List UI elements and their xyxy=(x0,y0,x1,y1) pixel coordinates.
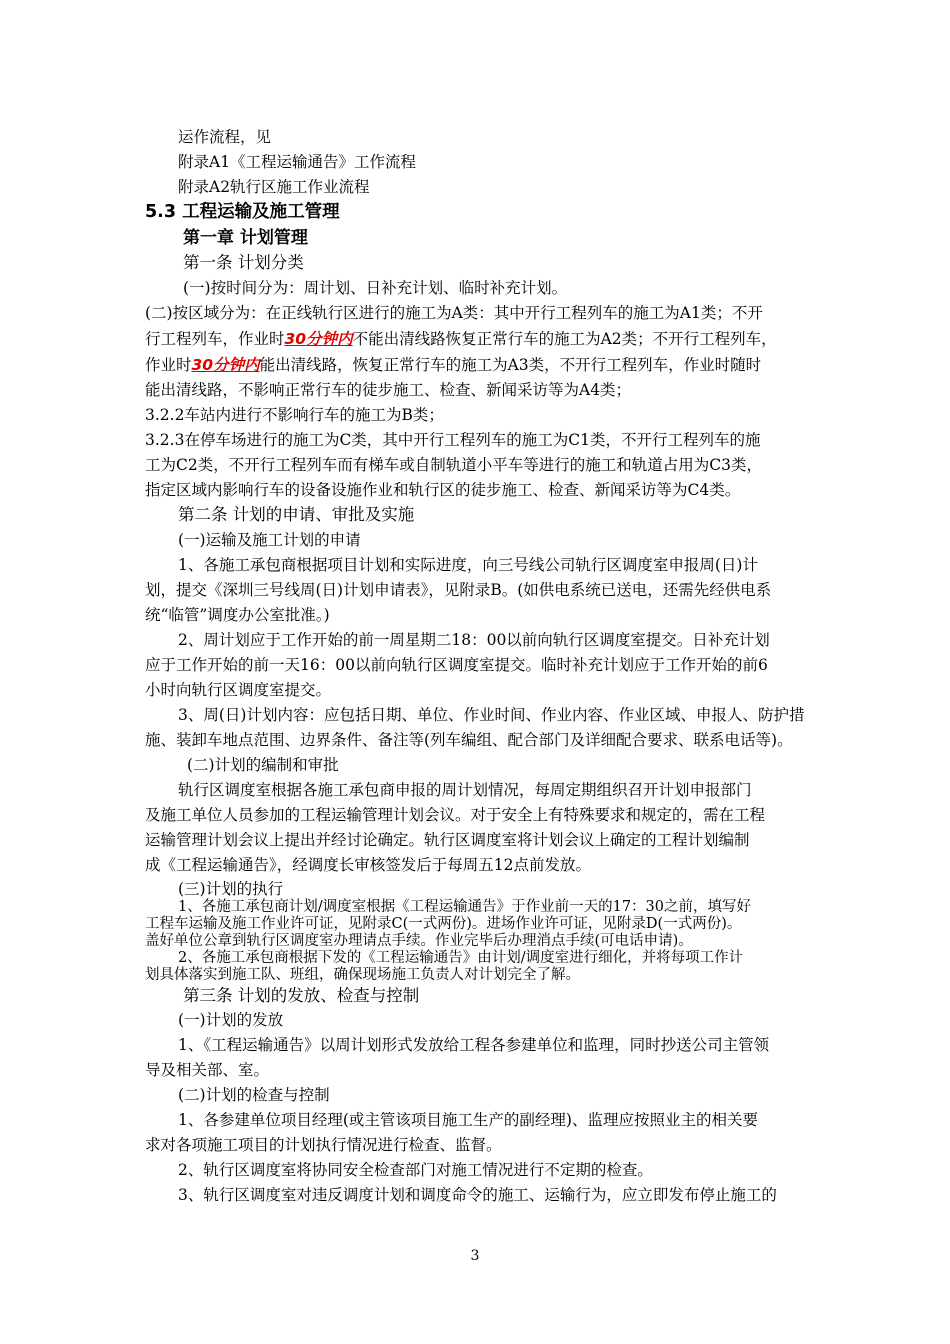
text-line: 附录A1《工程运输通告》工作流程 xyxy=(178,153,417,171)
text-line: 小时向轨行区调度室提交。 xyxy=(145,681,332,699)
section-heading: 5.3 工程运输及施工管理 xyxy=(145,202,340,222)
chapter-heading: 第一章 计划管理 xyxy=(183,228,308,248)
text-line: 2、轨行区调度室将协同安全检查部门对施工情况进行不定期的检查。 xyxy=(178,1161,653,1179)
text-line: 2、周计划应于工作开始的前一周星期二18：00以前向轨行区调度室提交。日补充计划 xyxy=(178,631,770,649)
text-line: 指定区域内影响行车的设备设施作业和轨行区的徒步施工、检查、新闻采访等为C4类。 xyxy=(145,481,741,499)
text-line: 及施工单位人员参加的工程运输管理计划会议。对于安全上有特殊要求和规定的，需在工程 xyxy=(145,806,766,824)
text-line: 1、各参建单位项目经理(或主管该项目施工生产的副经理)、监理应按照业主的相关要 xyxy=(178,1111,758,1129)
emphasis-highlight: 30分钟内 xyxy=(191,356,260,374)
text-line: 1、各施工承包商计划/调度室根据《工程运输通告》于作业前一天的17：30之前，填写好 xyxy=(178,899,752,915)
text-line: (二)计划的检查与控制 xyxy=(178,1086,330,1104)
text-line: 运作流程，见 xyxy=(178,128,272,146)
text-line: 1、各施工承包商根据项目计划和实际进度，向三号线公司轨行区调度室申报周(日)计 xyxy=(178,556,758,574)
text-line: (一)运输及施工计划的申请 xyxy=(178,531,361,549)
page-number: 3 xyxy=(470,1248,480,1264)
text-line: 1、《工程运输通告》以周计划形式发放给工程各参建单位和监理，同时抄送公司主管领 xyxy=(178,1036,770,1054)
text-line: 划，提交《深圳三号线周(日)计划申请表》，见附录B。(如供电系统已送电，还需先经供电系 xyxy=(145,581,772,599)
text-line: (一)计划的发放 xyxy=(178,1011,284,1029)
article-heading: 第二条 计划的申请、审批及实施 xyxy=(178,505,415,524)
emphasis-highlight: 30分钟内 xyxy=(284,330,353,348)
text-line: 盖好单位公章到轨行区调度室办理请点手续。作业完毕后办理消点手续(可电话申请)。 xyxy=(145,933,693,949)
text-line: 应于工作开始的前一天16：00以前向轨行区调度室提交。临时补充计划应于工作开始的前6 xyxy=(145,656,768,674)
text-line: 2、各施工承包商根据下发的《工程运输通告》由计划/调度室进行细化，并将每项工作计 xyxy=(178,950,744,966)
text-line: 作业时30分钟内能出清线路，恢复正常行车的施工为A3类，不开行工程列车，作业时随时 xyxy=(145,356,762,374)
text-line: 3.2.2车站内进行不影响行车的施工为B类； xyxy=(145,406,444,424)
text-line: 能出清线路，不影响正常行车的徒步施工、检查、新闻采访等为A4类； xyxy=(145,381,632,399)
text-line: 3.2.3在停车场进行的施工为C类，其中开行工程列车的施工为C1类，不开行工程列车的施 xyxy=(145,431,761,449)
text-line: 运输管理计划会议上提出并经讨论确定。轨行区调度室将计划会议上确定的工程计划编制 xyxy=(145,831,750,849)
text-line: 导及相关部、室。 xyxy=(145,1061,270,1079)
text-line: (三)计划的执行 xyxy=(178,880,284,898)
text-line: 划具体落实到施工队、班组，确保现场施工负责人对计划完全了解。 xyxy=(145,967,580,983)
text-line: 成《工程运输通告》，经调度长审核签发后于每周五12点前发放。 xyxy=(145,856,591,874)
text-line: 求对各项施工项目的计划执行情况进行检查、监督。 xyxy=(145,1136,502,1154)
text-line: 3、轨行区调度室对违反调度计划和调度命令的施工、运输行为，应立即发布停止施工的 xyxy=(178,1186,777,1204)
text-line: (二)计划的编制和审批 xyxy=(187,756,339,774)
text-line: 附录A2轨行区施工作业流程 xyxy=(178,178,370,196)
text-line: 工为C2类，不开行工程列车而有梯车或自制轨道小平车等进行的施工和轨道占用为C3类， xyxy=(145,456,762,474)
text-line: 行工程列车，作业时30分钟内不能出清线路恢复正常行车的施工为A2类；不开行工程列车， xyxy=(145,330,777,348)
text-line: (一)按时间分为：周计划、日补充计划、临时补充计划。 xyxy=(183,279,568,297)
text-line: (二)按区域分为：在正线轨行区进行的施工为A类：其中开行工程列车的施工为A1类；不开 xyxy=(145,304,763,322)
article-heading: 第一条 计划分类 xyxy=(183,253,304,272)
text-line: 施、装卸车地点范围、边界条件、备注等(列车编组、配合部门及详细配合要求、联系电话等)。 xyxy=(145,731,793,749)
text-line: 3、周(日)计划内容：应包括日期、单位、作业时间、作业内容、作业区域、申报人、防护措 xyxy=(178,706,805,724)
text-line: 统“临管”调度办公室批准。) xyxy=(145,606,330,624)
article-heading: 第三条 计划的发放、检查与控制 xyxy=(183,986,420,1005)
text-line: 轨行区调度室根据各施工承包商申报的周计划情况，每周定期组织召开计划申报部门 xyxy=(178,781,752,799)
text-line: 工程车运输及施工作业许可证，见附录C(一式两份)。进场作业许可证，见附录D(一式两份)。 xyxy=(145,916,742,932)
